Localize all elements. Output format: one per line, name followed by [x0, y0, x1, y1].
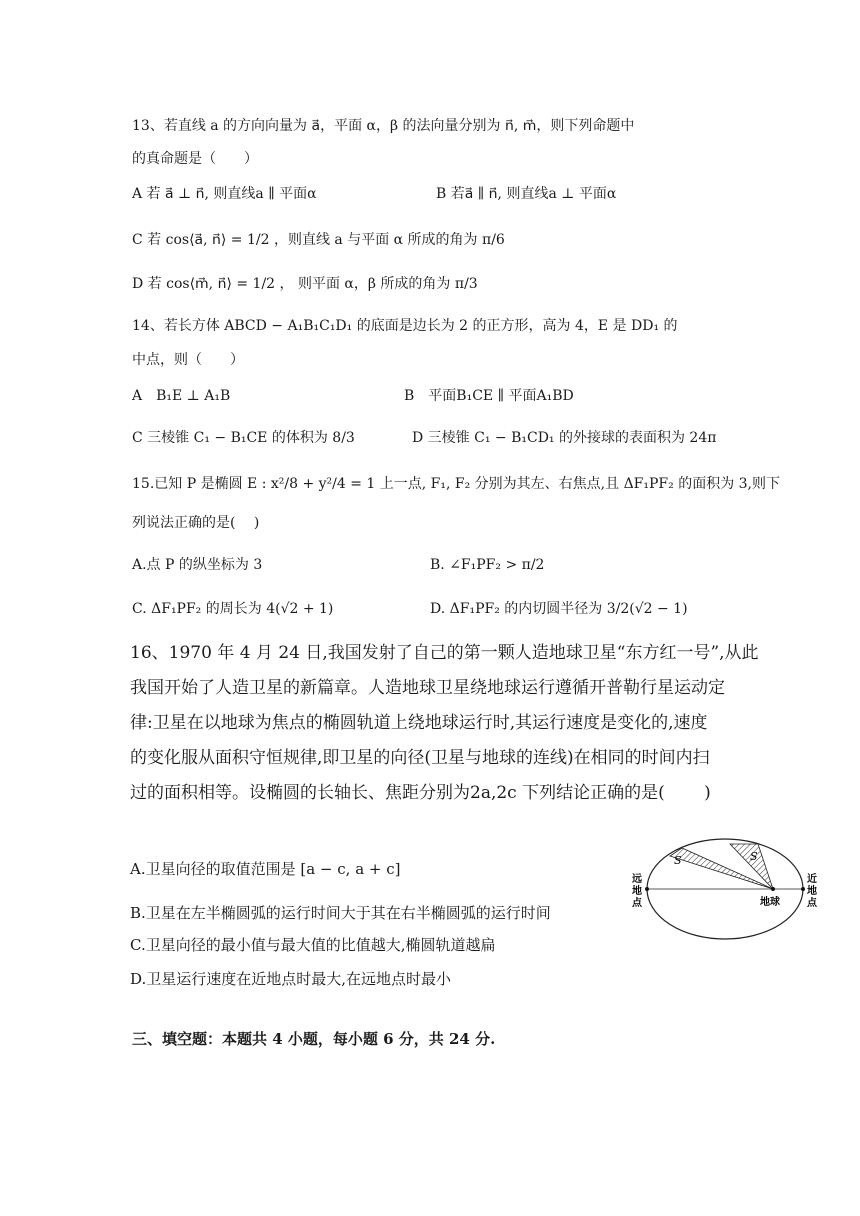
perigee-label-char3: 点	[807, 898, 817, 909]
perigee-label-char1: 近	[807, 874, 817, 885]
q16-option-b: B.卫星在左半椭圆弧的运行时间大于其在右半椭圆弧的运行时间	[130, 904, 551, 922]
q16-text-line2: 我国开始了人造卫星的新篇章。人造地球卫星绕地球运行遵循开普勒行星运动定	[130, 678, 725, 698]
area-label-s2: S	[750, 850, 758, 863]
apogee-label-char1: 远	[632, 874, 642, 885]
q16-text-line3: 律:卫星在以地球为焦点的椭圆轨道上绕地球运行时,其运行速度是变化的,速度	[130, 713, 708, 733]
q14-stem-line1: 14、若长方体 ABCD − A₁B₁C₁D₁ 的底面是边长为 2 的正方形，高为 4，E 是 DD₁ 的	[132, 318, 678, 334]
q15-stem-line1: 15.已知 P 是椭圆 E : x²/8 + y²/4 = 1 上一点, F₁, F₂ 分别为其左、右焦点,且 ΔF₁PF₂ 的面积为 3,则下	[132, 476, 781, 492]
q16-option-d: D.卫星运行速度在近地点时最大,在远地点时最小	[130, 970, 452, 988]
q15-option-c: C. ΔF₁PF₂ 的周长为 4(√2 + 1)	[132, 601, 334, 617]
perigee-point	[801, 887, 805, 891]
q16-text-line4: 的变化服从面积守恒规律,即卫星的向径(卫星与地球的连线)在相同的时间内扫	[130, 748, 710, 768]
q15-stem-line2: 列说法正确的是( )	[132, 515, 260, 531]
earth-label: 地球	[760, 897, 780, 908]
q13-option-c: C 若 cos⟨a⃗, n⃗⟩ = 1/2 ，则直线 a 与平面 α 所成的角为 π/6	[132, 232, 505, 248]
section3-heading: 三、填空题：本题共 4 小题，每小题 6 分，共 24 分.	[132, 1030, 496, 1048]
q15-option-a: A.点 P 的纵坐标为 3	[132, 557, 263, 573]
q15-option-b: B. ∠F₁PF₂ > π/2	[430, 557, 545, 573]
satellite-orbit-diagram	[630, 834, 820, 944]
q13-option-b: B 若a⃗ ∥ n⃗, 则直线a ⊥ 平面α	[436, 186, 617, 202]
q15-option-d: D. ΔF₁PF₂ 的内切圆半径为 3/2(√2 − 1)	[430, 601, 688, 617]
q14-option-a: A B₁E ⊥ A₁B	[132, 388, 231, 404]
q16-text-line5: 过的面积相等。设椭圆的长轴长、焦距分别为2a,2c 下列结论正确的是( )	[130, 783, 711, 803]
q13-stem-line2: 的真命题是（ ）	[132, 151, 258, 167]
q14-stem-line2: 中点，则（ ）	[132, 352, 244, 368]
q16-option-c: C.卫星向径的最小值与最大值的比值越大,椭圆轨道越扁	[130, 936, 496, 954]
q16-option-a: A.卫星向径的取值范围是 [a − c, a + c]	[130, 860, 401, 878]
apogee-label-char3: 点	[632, 898, 642, 909]
q13-option-a: A 若 a⃗ ⊥ n⃗, 则直线a ∥ 平面α	[132, 186, 317, 202]
q13-option-d: D 若 cos⟨m⃗, n⃗⟩ = 1/2 ， 则平面 α，β 所成的角为 π/3	[132, 276, 478, 292]
q13-stem-line1: 13、若直线 a 的方向向量为 a⃗，平面 α，β 的法向量分别为 n⃗, m⃗，则下列命题中	[132, 118, 635, 134]
q14-option-c: C 三棱锥 C₁ − B₁CE 的体积为 8/3	[132, 430, 355, 446]
apogee-label-char2: 地	[632, 886, 642, 897]
q14-option-d: D 三棱锥 C₁ − B₁CD₁ 的外接球的表面积为 24π	[412, 430, 717, 446]
q16-text-line1: 16、1970 年 4 月 24 日,我国发射了自己的第一颗人造地球卫星“东方红一号”,从此	[130, 643, 759, 663]
q14-option-b: B 平面B₁CE ∥ 平面A₁BD	[404, 388, 574, 404]
perigee-label-char2: 地	[807, 886, 817, 897]
apogee-point	[645, 887, 649, 891]
area-label-s1: S	[674, 854, 682, 867]
earth-focus-point	[771, 887, 775, 891]
